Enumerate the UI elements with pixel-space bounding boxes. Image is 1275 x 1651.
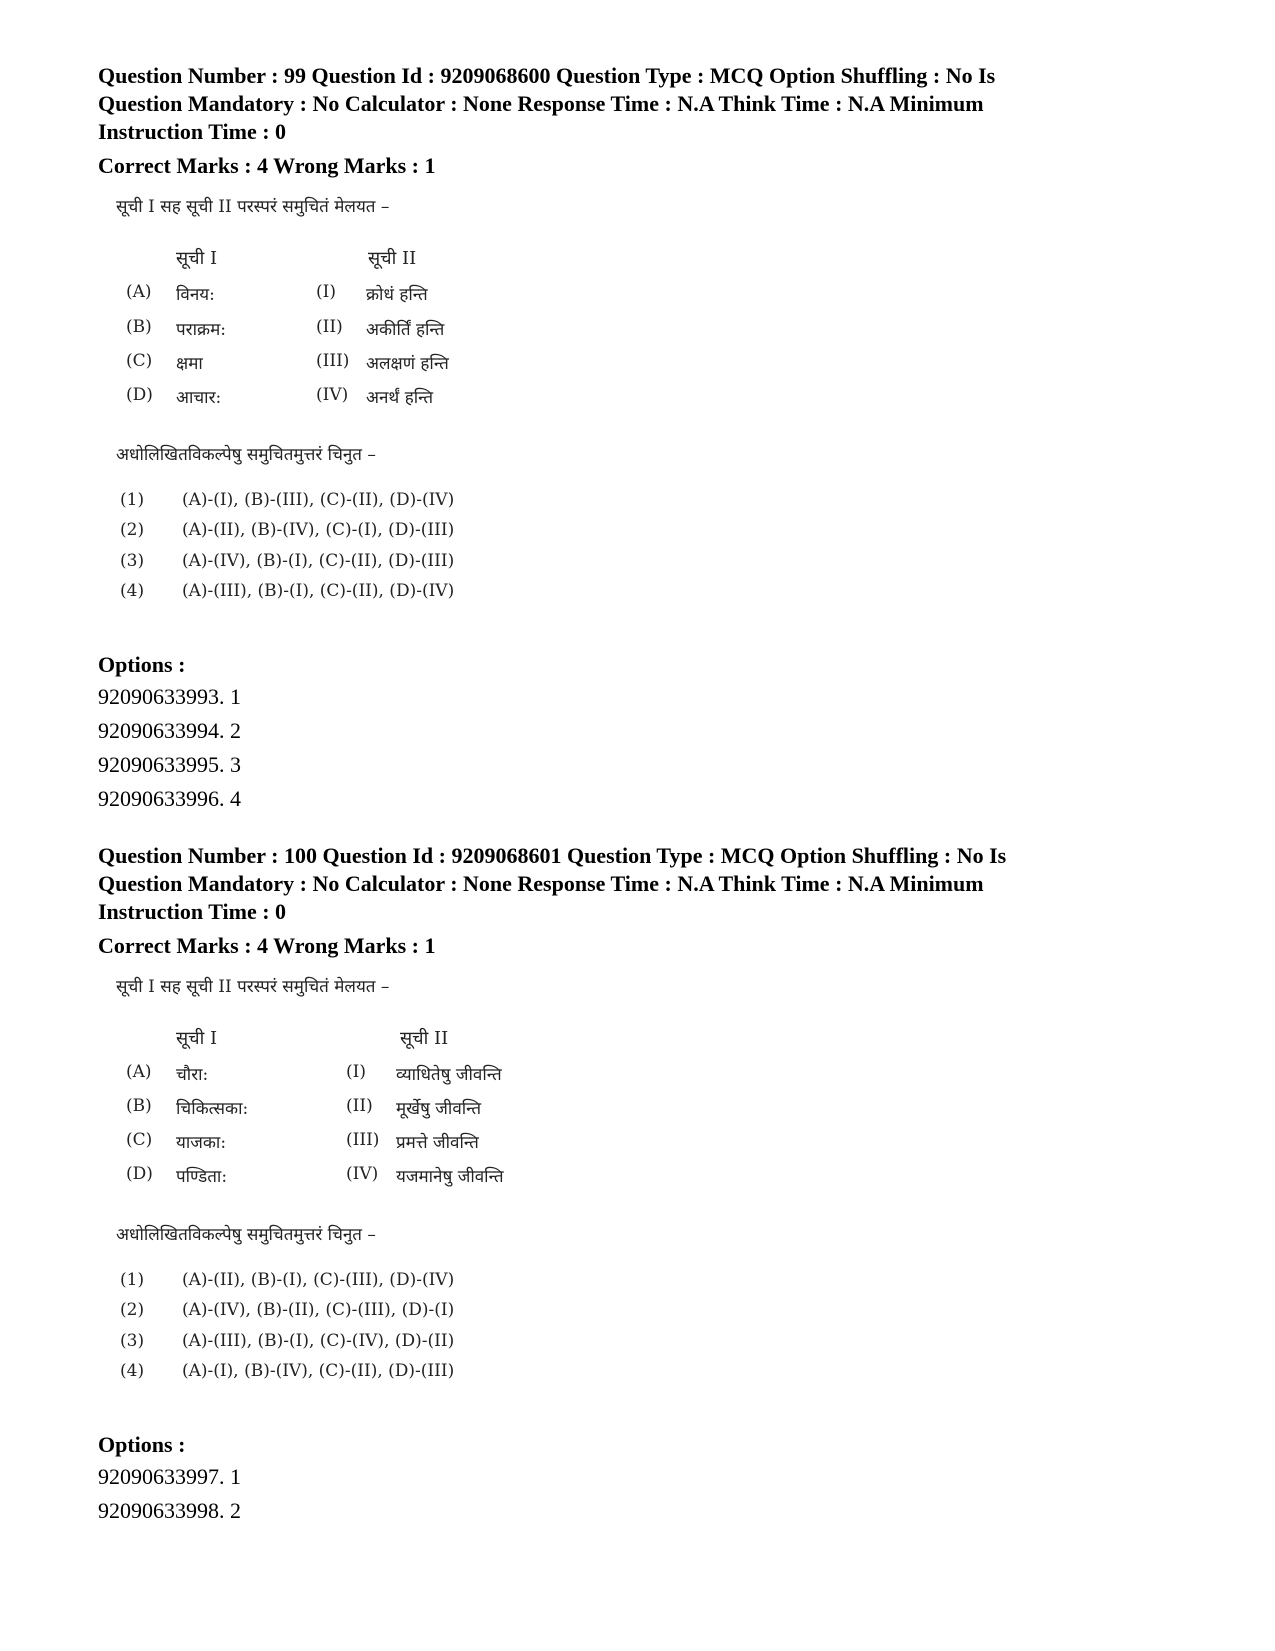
list-2-item: मूर्खेषु जीवन्ति xyxy=(396,1099,482,1119)
question-content xyxy=(98,188,1198,650)
choice-text: (A)-(I), (B)-(III), (C)-(II), (D)-(IV) xyxy=(182,490,455,510)
list-1-item: चौरा: xyxy=(176,1065,209,1085)
list-2-label: (III) xyxy=(316,351,350,371)
option-item: 92090633993. 1 xyxy=(98,684,241,709)
list-1-label: (B) xyxy=(126,317,152,337)
list-1-label: (D) xyxy=(126,1164,153,1184)
choice-number: (2) xyxy=(120,1300,145,1320)
options-title: Options : xyxy=(98,652,186,677)
list-2-item: अकीर्तिं हन्ति xyxy=(366,320,445,340)
option-item: 92090633996. 4 xyxy=(98,786,241,811)
list-1-label: (A) xyxy=(126,1062,152,1082)
meta-line-2: Question Mandatory : No Calculator : None Response Time : N.A Think Time : N.A Minimum xyxy=(98,91,984,116)
list-1-label: (C) xyxy=(126,351,153,371)
list-1-item: याजका: xyxy=(176,1133,227,1153)
meta-line-2: Question Mandatory : No Calculator : None Response Time : N.A Think Time : N.A Minimum xyxy=(98,871,984,896)
choose-prompt: अधोलिखितविकल्पेषु समुचितमुत्तरं चिनुत – xyxy=(116,445,376,465)
meta-line-1: Question Number : 100 Question Id : 9209068601 Question Type : MCQ Option Shuffling : No Is xyxy=(98,843,1007,868)
list-1-label: (B) xyxy=(126,1096,152,1116)
list-1-item: पराक्रम: xyxy=(176,320,226,340)
choice-text: (A)-(II), (B)-(I), (C)-(III), (D)-(IV) xyxy=(182,1270,455,1290)
choice-number: (2) xyxy=(120,520,145,540)
choice-text: (A)-(IV), (B)-(I), (C)-(II), (D)-(III) xyxy=(182,551,455,571)
list-1-item: क्षमा xyxy=(176,354,203,374)
choice-text: (A)-(III), (B)-(I), (C)-(II), (D)-(IV) xyxy=(182,581,455,601)
choice-number: (3) xyxy=(120,551,145,571)
match-instruction: सूची I सह सूची II परस्परं समुचितं मेलयत – xyxy=(116,197,390,217)
list-1-item: पण्डिता: xyxy=(176,1167,228,1187)
list-1-item: चिकित्सका: xyxy=(176,1099,249,1119)
list-2-label: (IV) xyxy=(346,1164,379,1184)
options-title: Options : xyxy=(98,1432,186,1457)
list-2-label: (III) xyxy=(346,1130,380,1150)
marks-line: Correct Marks : 4 Wrong Marks : 1 xyxy=(98,153,436,178)
question-meta xyxy=(98,842,1198,926)
list-1-label: (C) xyxy=(126,1130,153,1150)
list-2-item: व्याधितेषु जीवन्ति xyxy=(396,1065,502,1085)
meta-line-3: Instruction Time : 0 xyxy=(98,899,287,924)
list-2-item: अनर्थं हन्ति xyxy=(366,388,434,408)
option-item: 92090633995. 3 xyxy=(98,752,241,777)
choice-text: (A)-(II), (B)-(IV), (C)-(I), (D)-(III) xyxy=(182,520,455,540)
option-item: 92090633997. 1 xyxy=(98,1464,241,1489)
list-2-label: (II) xyxy=(316,317,343,337)
list-2-item: क्रोधं हन्ति xyxy=(366,285,428,305)
choice-number: (1) xyxy=(120,490,145,510)
list-2-header: सूची II xyxy=(368,248,417,269)
choice-number: (1) xyxy=(120,1270,145,1290)
match-instruction: सूची I सह सूची II परस्परं समुचितं मेलयत – xyxy=(116,977,390,997)
list-1-label: (D) xyxy=(126,385,153,405)
list-1-label: (A) xyxy=(126,282,152,302)
question-block-100 xyxy=(98,842,1198,1528)
choice-number: (4) xyxy=(120,1361,145,1381)
choice-text: (A)-(III), (B)-(I), (C)-(IV), (D)-(II) xyxy=(182,1331,455,1351)
question-content xyxy=(98,968,1198,1430)
question-block-99 xyxy=(98,62,1198,816)
list-2-label: (I) xyxy=(316,282,336,302)
choice-number: (4) xyxy=(120,581,145,601)
list-1-item: विनय: xyxy=(176,285,215,305)
list-2-header: सूची II xyxy=(400,1028,449,1049)
list-1-header: सूची I xyxy=(176,1028,218,1049)
choice-text: (A)-(I), (B)-(IV), (C)-(II), (D)-(III) xyxy=(182,1361,455,1381)
marks-line: Correct Marks : 4 Wrong Marks : 1 xyxy=(98,933,436,958)
list-1-item: आचार: xyxy=(176,388,222,408)
list-2-label: (I) xyxy=(346,1062,366,1082)
list-1-header: सूची I xyxy=(176,248,218,269)
choice-number: (3) xyxy=(120,1331,145,1351)
list-2-item: अलक्षणं हन्ति xyxy=(366,354,449,374)
option-item: 92090633998. 2 xyxy=(98,1498,241,1523)
option-item: 92090633994. 2 xyxy=(98,718,241,743)
list-2-label: (IV) xyxy=(316,385,349,405)
choose-prompt: अधोलिखितविकल्पेषु समुचितमुत्तरं चिनुत – xyxy=(116,1225,376,1245)
list-2-item: प्रमत्ते जीवन्ति xyxy=(396,1133,479,1153)
meta-line-3: Instruction Time : 0 xyxy=(98,119,287,144)
choice-text: (A)-(IV), (B)-(II), (C)-(III), (D)-(I) xyxy=(182,1300,455,1320)
list-2-label: (II) xyxy=(346,1096,373,1116)
list-2-item: यजमानेषु जीवन्ति xyxy=(396,1167,504,1187)
question-meta xyxy=(98,62,1198,146)
meta-line-1: Question Number : 99 Question Id : 9209068600 Question Type : MCQ Option Shuffling : No Is xyxy=(98,63,996,88)
